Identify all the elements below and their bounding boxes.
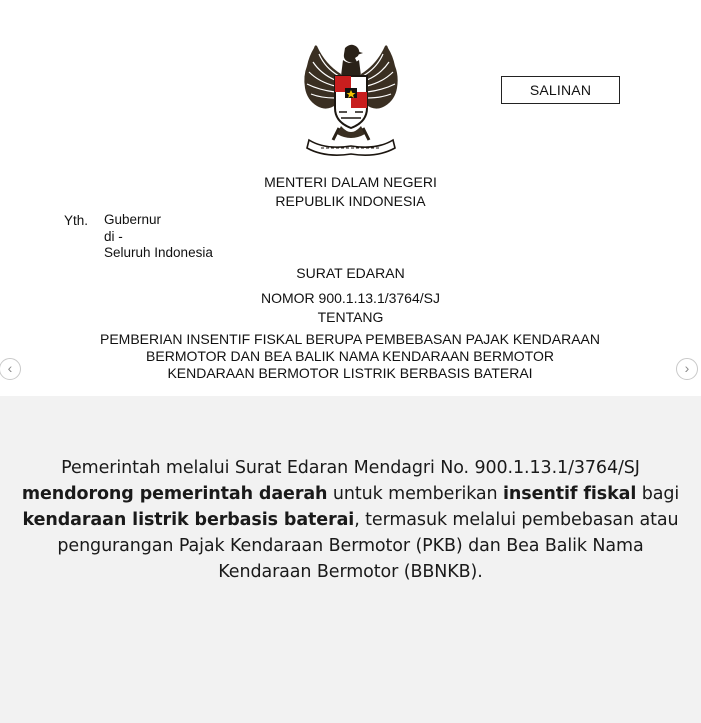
caption-text: Pemerintah melalui Surat Edaran Mendagri No. 900.1.13.1/3764/SJ bbox=[61, 458, 640, 478]
letter-number: NOMOR 900.1.13.1/3764/SJ bbox=[261, 290, 440, 306]
subject-line: BERMOTOR DAN BEA BALIK NAMA KENDARAAN BERMOTOR bbox=[146, 348, 554, 364]
salinan-stamp: SALINAN bbox=[501, 76, 620, 104]
ministry-title: MENTERI DALAM NEGERI bbox=[264, 174, 437, 190]
caption-bold: insentif fiskal bbox=[503, 484, 637, 504]
salutation: Yth. bbox=[64, 213, 89, 228]
post-caption bbox=[20, 455, 681, 585]
carousel-next-button[interactable] bbox=[676, 358, 698, 380]
address-line: di - bbox=[104, 228, 123, 244]
subject-line: KENDARAAN BERMOTOR LISTRIK BERBASIS BATERAI bbox=[167, 365, 533, 381]
about-heading: TENTANG bbox=[317, 309, 384, 325]
chevron-right-icon: › bbox=[684, 360, 690, 376]
letter-subject bbox=[60, 331, 640, 382]
caption-text: , termasuk melalui pembebasan atau pengurangan Pajak Kendaraan Bermotor (PKB) dan Bea Balik Nama Kendaraan Bermotor (BBNKB). bbox=[57, 510, 679, 582]
address-line: Gubernur bbox=[104, 212, 162, 227]
caption-bold: mendorong pemerintah daerah bbox=[21, 484, 328, 504]
subject-line: PEMBERIAN INSENTIF FISKAL BERUPA PEMBEBASAN PAJAK KENDARAAN bbox=[100, 331, 600, 347]
caption-text: untuk memberikan bbox=[327, 484, 504, 504]
address-line: Seluruh Indonesia bbox=[104, 245, 213, 260]
caption-bold: kendaraan listrik berbasis baterai bbox=[22, 510, 355, 530]
caption-text: bagi bbox=[636, 484, 680, 504]
garuda-pancasila-icon bbox=[295, 42, 407, 158]
recipient-address bbox=[104, 212, 213, 262]
country-title: REPUBLIK INDONESIA bbox=[275, 193, 426, 209]
letter-type: SURAT EDARAN bbox=[296, 265, 405, 281]
chevron-left-icon: ‹ bbox=[7, 360, 13, 376]
carousel-prev-button[interactable] bbox=[0, 358, 21, 380]
